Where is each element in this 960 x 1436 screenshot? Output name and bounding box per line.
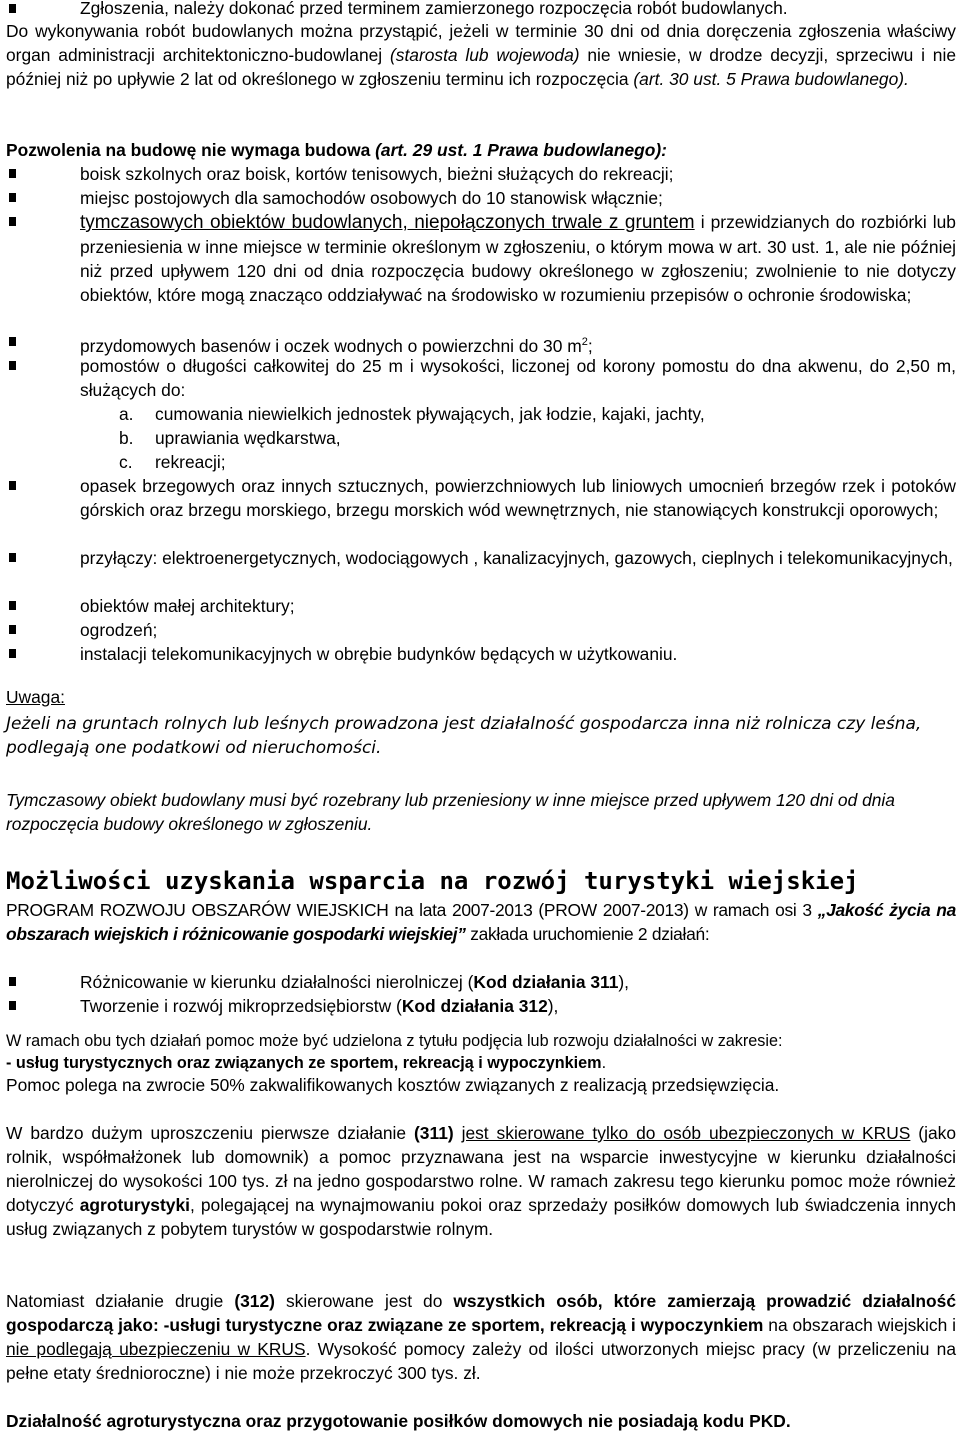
list-item-dzialanie-311: Różnicowanie w kierunku działalności nierolniczej (Kod działania 311), <box>80 970 956 994</box>
sub-list-item: a. cumowania niewielkich jednostek pływających, jak łodzie, kajaki, jachty, <box>119 404 705 424</box>
paragraph-wykonywanie: Do wykonywania robót budowlanych można przystąpić, jeżeli w terminie 30 dni od dnia doręczenia zgłoszenia właściwy organ administracji architektoniczno-budowlanej (starosta lub wojewoda) nie wniesie, w drodze decyzji, sprzeciwu i nie później niż po upływie 2 lat od określonego w zgłoszeniu terminu ich rozpoczęcia (art. 30 ust. 5 Prawa budowlanego). <box>6 21 957 89</box>
obu-dzialan-text: W ramach obu tych działań pomoc może być udzielona z tytułu podjęcia lub rozwoju działalności w zakresie: <box>6 1032 783 1050</box>
uwaga-note-temporary: Tymczasowy obiekt budowlany musi być rozebrany lub przeniesiony w inne miejsce przed upływem 120 dni od dnia rozpoczęcia budowy określonego w zgłoszeniu. <box>6 790 895 834</box>
pomoc-text: Pomoc polega na zwrocie 50% zakwalifikowanych kosztów związanych z realizacją przedsięwzięcia. <box>6 1075 780 1095</box>
list-item: boisk szkolnych oraz boisk, kortów tenisowych, bieżni służących do rekreacji; <box>80 162 956 186</box>
list-item: pomostów o długości całkowitej do 25 m i wysokości, liczonej od korony pomostu do dna akwenu, do 2,50 m, służących do: <box>80 356 956 400</box>
uwaga-label: Uwaga: <box>6 687 65 707</box>
list-item: instalacji telekomunikacyjnych w obrębie budynków będących w użytkowaniu. <box>80 642 956 666</box>
pozwolenia-heading: Pozwolenia na budowę nie wymaga budowa (art. 29 ust. 1 Prawa budowlanego): <box>6 140 667 160</box>
list-item: opasek brzegowych oraz innych sztucznych, powierzchniowych lub liniowych umocnień brzegów rzek i potoków górskich oraz brzegu morskiego, brzegu morskich wód wewnętrznych, nie stanowiących konstrukcji oporowych; <box>80 476 956 520</box>
list-item: tymczasowych obiektów budowlanych, niepołączonych trwale z gruntem i przewidzianych do rozbiórki lub przeniesienia w inne miejsce w terminie określonym w zgłoszeniu, o którym mowa w art. 30 ust. 1, ale nie później niż przed upływem 120 dni od dnia rozpoczęcia budowy określonego w zgłoszeniu; zwolnienie to nie dotyczy obiektów, które mogą znacząco oddziaływać na środowisko w rozumieniu przepisów o ochronie środowiska; <box>80 212 956 305</box>
section-title: Możliwości uzyskania wsparcia na rozwój turystyki wiejskiej <box>6 867 859 895</box>
sub-list-item: b. uprawiania wędkarstwa, <box>119 428 341 448</box>
sub-list-item: c. rekreacji; <box>119 452 226 472</box>
paragraph-312: Natomiast działanie drugie (312) skierowane jest do wszystkich osób, które zamierzają prowadzić działalność gospodarczą jako: -usługi turystyczne oraz związane ze sportem, rekreacją i wypoczynkiem na obszarach wiejskich i nie podlegają ubezpieczeniu w KRUS. Wysokość pomocy zależy od ilości utworzonych miejsc pracy (w przeliczeniu na pełne etaty średnioroczne) i nie może przekroczyć 300 tys. zł. <box>6 1291 957 1383</box>
uslug-text: - usług turystycznych oraz związanych ze sportem, rekreacją i wypoczynkiem. <box>6 1054 607 1072</box>
list-item-dzialanie-312: Tworzenie i rozwój mikroprzedsiębiorstw (Kod działania 312), <box>80 994 956 1018</box>
bullet-zgloszenia: Zgłoszenia, należy dokonać przed terminem zamierzonego rozpoczęcia robót budowlanych. <box>80 0 956 19</box>
list-item: ogrodzeń; <box>80 618 956 642</box>
list-item: przydomowych basenów i oczek wodnych o powierzchni do 30 $m^2$; <box>80 330 956 358</box>
uwaga-note: Jeżeli na gruntach rolnych lub leśnych prowadzona jest działalność gospodarcza inna niż rolnicza czy leśna, podlegają one podatkowi od nieruchomości. <box>6 714 922 758</box>
pkd-note: Działalność agroturystyczna oraz przygotowanie posiłków domowych nie posiadają kodu PKD. <box>6 1411 791 1431</box>
list-item: obiektów małej architektury; <box>80 594 956 618</box>
paragraph-311: W bardzo dużym uproszczeniu pierwsze działanie (311) jest skierowane tylko do osób ubezpieczonych w KRUS (jako rolnik, współmałżonek lub domownik) a pomoc przyznawana jest na wsparcie inwestycyjne w kierunku działalności nierolniczej do wysokości 100 tys. zł na jedno gospodarstwo rolne. W ramach zakresu tego kierunku pomoc może również dotyczyć agroturystyki, polegającej na wynajmowaniu pokoi oraz sprzedaży posiłków domowych lub świadczenia innych usług związanych z pobytem turystów w gospodarstwie rolnym. <box>6 1123 957 1239</box>
list-item: przyłączy: elektroenergetycznych, wodociągowych , kanalizacyjnych, gazowych, cieplnych i telekomunikacyjnych, <box>80 546 956 570</box>
prow-paragraph: PROGRAM ROZWOJU OBSZARÓW WIEJSKICH na lata 2007-2013 (PROW 2007-2013) w ramach osi 3 „Jakość życia na obszarach wiejskich i różnicowanie gospodarki wiejskiej” zakłada uruchomienie 2 działań: <box>6 900 956 944</box>
list-item: miejsc postojowych dla samochodów osobowych do 10 stanowisk włącznie; <box>80 186 956 210</box>
